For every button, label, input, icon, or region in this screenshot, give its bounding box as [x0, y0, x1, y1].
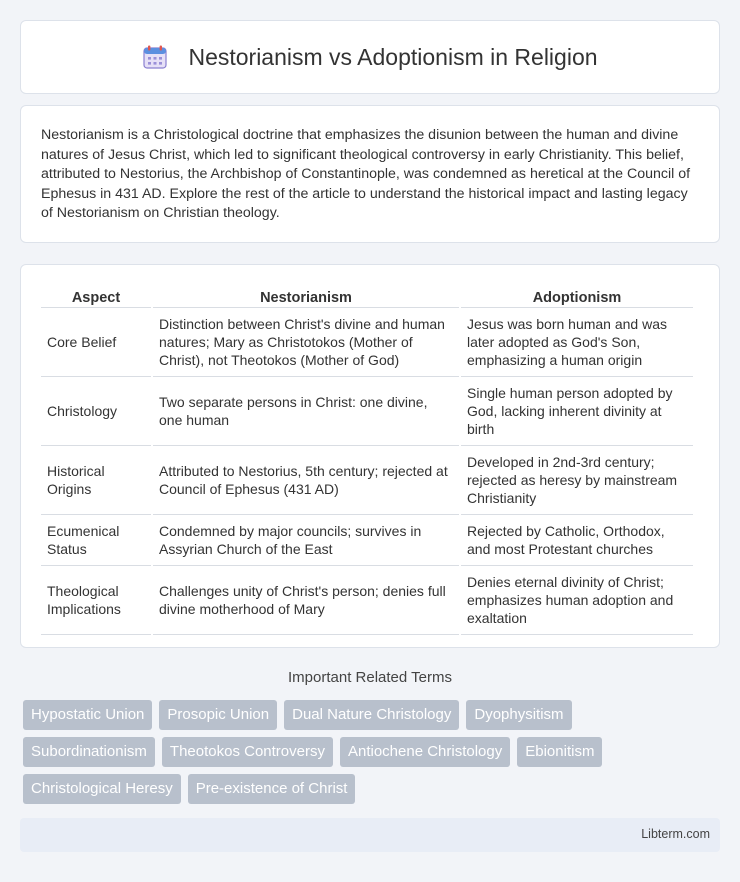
tag-row — [23, 700, 723, 730]
table-header-row — [41, 285, 693, 308]
cell-nestorianism: Distinction between Christ's divine and human natures; Mary as Christotokos (Mother of Christ), not Theotokos (Mother of God) — [153, 308, 459, 377]
tag-hypostatic-union[interactable]: Hypostatic Union — [23, 700, 152, 730]
header-card — [20, 20, 720, 94]
cell-adoptionism: Developed in 2nd-3rd century; rejected as heresy by mainstream Christianity — [461, 446, 693, 515]
related-terms-tags — [23, 700, 723, 811]
cell-aspect: Core Belief — [41, 308, 151, 377]
comparison-table — [39, 285, 695, 635]
cell-nestorianism: Challenges unity of Christ's person; denies full divine motherhood of Mary — [153, 566, 459, 635]
cell-nestorianism: Condemned by major councils; survives in Assyrian Church of the East — [153, 515, 459, 566]
table-row — [41, 308, 693, 377]
tag-row — [23, 774, 723, 804]
tag-dyophysitism[interactable]: Dyophysitism — [466, 700, 571, 730]
tag-subordinationism[interactable]: Subordinationism — [23, 737, 155, 767]
title-wrap — [142, 44, 597, 71]
table-row — [41, 377, 693, 446]
cell-aspect: Ecumenical Status — [41, 515, 151, 566]
cell-nestorianism: Two separate persons in Christ: one divine, one human — [153, 377, 459, 446]
header-adoptionism: Adoptionism — [461, 285, 693, 308]
tag-christological-heresy[interactable]: Christological Heresy — [23, 774, 181, 804]
cell-aspect: Historical Origins — [41, 446, 151, 515]
cell-adoptionism: Jesus was born human and was later adopted as God's Son, emphasizing a human origin — [461, 308, 693, 377]
tag-dual-nature-christology[interactable]: Dual Nature Christology — [284, 700, 459, 730]
cell-nestorianism: Attributed to Nestorius, 5th century; rejected at Council of Ephesus (431 AD) — [153, 446, 459, 515]
page-title: Nestorianism vs Adoptionism in Religion — [188, 43, 598, 70]
tag-row — [23, 737, 723, 767]
intro-card — [20, 105, 720, 243]
footer — [20, 818, 720, 852]
cell-adoptionism: Single human person adopted by God, lacking inherent divinity at birth — [461, 377, 693, 446]
tag-ebionitism[interactable]: Ebionitism — [517, 737, 602, 767]
related-terms-title: Important Related Terms — [288, 669, 452, 686]
header-nestorianism: Nestorianism — [153, 285, 459, 308]
table-row — [41, 566, 693, 635]
cell-aspect: Christology — [41, 377, 151, 446]
tag-pre-existence-of-christ[interactable]: Pre-existence of Christ — [188, 774, 356, 804]
tag-theotokos-controversy[interactable]: Theotokos Controversy — [162, 737, 333, 767]
table-row — [41, 446, 693, 515]
tag-antiochene-christology[interactable]: Antiochene Christology — [340, 737, 510, 767]
tag-prosopic-union[interactable]: Prosopic Union — [159, 700, 277, 730]
cell-adoptionism: Denies eternal divinity of Christ; emphasizes human adoption and exaltation — [461, 566, 693, 635]
cell-aspect: Theological Implications — [41, 566, 151, 635]
intro-paragraph: Nestorianism is a Christological doctrine that emphasizes the disunion between the human and divine natures of Jesus Christ, which led to significant theological controversy in early Christianity. This belief, attributed to Nestorius, the Archbishop of Constantinople, was condemned as heretical at the Council of Ephesus in 431 AD. Explore the rest of the article to understand the historical impact and lasting legacy of Nestorianism on Christian theology. — [41, 127, 691, 222]
table-row — [41, 515, 693, 566]
comparison-table-card — [20, 264, 720, 648]
cell-adoptionism: Rejected by Catholic, Orthodox, and most Protestant churches — [461, 515, 693, 566]
header-aspect: Aspect — [41, 285, 151, 308]
calendar-icon — [142, 44, 168, 70]
footer-site-link[interactable]: Libterm.com — [641, 827, 710, 841]
